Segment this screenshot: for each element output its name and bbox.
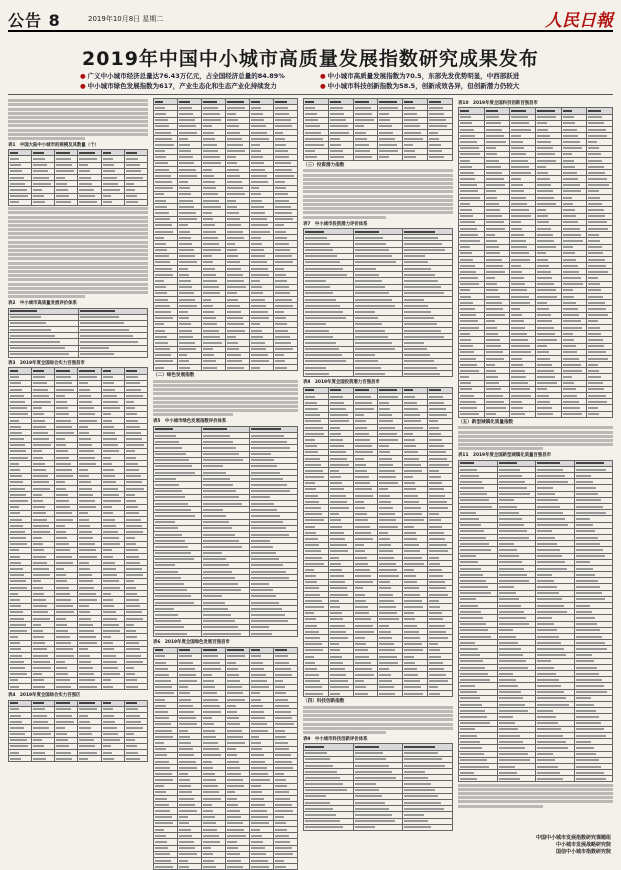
column-2	[153, 98, 298, 870]
illegible-text-line	[8, 266, 148, 269]
table-cell	[484, 411, 510, 417]
evaluation-system-table	[8, 308, 148, 359]
illegible-text-line	[8, 245, 148, 248]
table-cell	[101, 683, 124, 689]
illegible-text-line	[303, 186, 453, 189]
table-cell	[178, 365, 202, 371]
table-cell	[304, 691, 329, 697]
illegible-text-line	[303, 174, 453, 177]
table-cell	[32, 199, 55, 205]
table-cell	[378, 154, 403, 160]
illegible-text-line	[303, 731, 386, 734]
illegible-text-line	[303, 169, 453, 172]
illegible-text-line	[8, 257, 148, 260]
illegible-text-line	[303, 718, 453, 721]
table-row	[9, 683, 148, 689]
table-cell	[328, 691, 353, 697]
table-cell	[535, 411, 561, 417]
investment-top100-table	[303, 387, 453, 697]
illegible-text-line	[458, 788, 613, 791]
illegible-text-line	[153, 392, 298, 395]
table-caption: 表8 2019年度全国投资潜力百强县市	[303, 380, 380, 386]
illegible-text-line	[303, 207, 453, 210]
illegible-text-line	[8, 232, 148, 235]
table-caption: 表5 中小城市绿色发展指数评价体系	[153, 419, 227, 425]
illegible-text-line	[8, 207, 148, 210]
illegible-text-line	[303, 216, 386, 219]
illegible-text-line	[458, 800, 613, 803]
body-text	[303, 169, 453, 218]
table-cell	[561, 411, 587, 417]
illegible-text-line	[303, 706, 453, 709]
illegible-text-line	[458, 796, 613, 799]
tech-top100-table	[458, 107, 613, 417]
table-cell	[202, 365, 226, 371]
illegible-text-line	[303, 199, 453, 202]
masthead-logo: 人民日報	[545, 11, 613, 31]
urbanization-top100-table	[458, 460, 613, 783]
illegible-text-line	[303, 190, 453, 193]
table-cell	[353, 824, 403, 830]
table-cell	[154, 365, 178, 371]
illegible-text-line	[8, 137, 85, 140]
table-cell	[250, 365, 274, 371]
table-cell	[226, 365, 250, 371]
page-headline: 2019年中国中小城市高质量发展指数研究成果发布	[82, 48, 539, 70]
table-cell	[202, 630, 250, 636]
tech-system-table	[303, 743, 453, 831]
table-cell	[403, 154, 428, 160]
green-system-table	[153, 426, 298, 637]
illegible-text-line	[8, 216, 148, 219]
section-heading: （五）新型城镇化质量指数	[458, 419, 514, 425]
section-heading: （三）投资潜力指数	[303, 162, 345, 168]
green-top100-table	[153, 647, 298, 870]
illegible-text-line	[303, 727, 453, 730]
table-cell	[55, 199, 78, 205]
subheads-left	[80, 71, 285, 91]
table-cell	[9, 756, 32, 762]
table-cell	[459, 411, 485, 417]
illegible-text-line	[458, 784, 613, 787]
table-cell	[226, 864, 250, 870]
illegible-text-line	[8, 283, 148, 286]
illegible-text-line	[8, 220, 148, 223]
table-cell	[101, 756, 124, 762]
illegible-text-line	[458, 426, 613, 429]
table-cell	[250, 864, 274, 870]
publication-bar	[8, 8, 613, 32]
table-row	[9, 351, 148, 357]
table-row	[9, 199, 148, 205]
table-caption: 表1 中国大陆中小城市的规模及其数量（个）	[8, 142, 99, 148]
column-4	[458, 98, 613, 810]
illegible-text-line	[303, 182, 453, 185]
table-caption: 表9 中小城市科技创新评价体系	[303, 736, 368, 742]
subheads-right	[320, 71, 519, 91]
subhead: ● 广义中小城市经济总量达76.43万亿元，占全国经济总量的84.89%	[80, 71, 285, 81]
header-divider	[8, 94, 613, 95]
illegible-text-line	[8, 211, 148, 214]
top100-counties-table	[8, 367, 148, 690]
illegible-text-line	[8, 112, 148, 115]
table-cell	[403, 691, 428, 697]
table-cell	[328, 154, 353, 160]
illegible-text-line	[8, 274, 148, 277]
column-1	[8, 98, 148, 762]
body-text	[8, 99, 148, 140]
table-cell	[428, 691, 453, 697]
table-cell	[9, 199, 32, 205]
body-text	[153, 380, 298, 417]
illegible-text-line	[8, 116, 148, 119]
table-caption: 表11 2019年度全国新型城镇化质量百强县市	[458, 453, 551, 459]
illegible-text-line	[153, 409, 298, 412]
table-cell	[459, 776, 498, 782]
body-text	[458, 426, 613, 450]
section-heading: （二）绿色发展指数	[153, 373, 195, 379]
table-row	[154, 365, 298, 371]
illegible-text-line	[8, 249, 148, 252]
illegible-text-line	[8, 133, 148, 136]
section-heading: （四）科技创新指数	[303, 699, 345, 705]
table-cell	[202, 864, 226, 870]
column-3	[303, 98, 453, 831]
publisher-credits	[471, 835, 611, 856]
investment-system-table	[303, 228, 453, 378]
table-cell	[510, 411, 536, 417]
table-caption: 表10 2019年度全国科技创新百强县市	[458, 101, 538, 106]
table-cell	[497, 776, 536, 782]
illegible-text-line	[458, 443, 613, 446]
city-scale-table	[8, 149, 148, 206]
illegible-text-line	[458, 805, 543, 808]
table-cell	[536, 776, 575, 782]
table-cell	[78, 683, 101, 689]
table-cell	[353, 691, 378, 697]
table-cell	[154, 630, 202, 636]
illegible-text-line	[458, 439, 613, 442]
table-cell	[9, 351, 79, 357]
table-cell	[154, 864, 178, 870]
table-cell	[304, 154, 329, 160]
illegible-text-line	[153, 384, 298, 387]
table-row	[304, 691, 453, 697]
table-cell	[353, 154, 378, 160]
section-label: 公告 8	[8, 11, 61, 30]
table-cell	[55, 756, 78, 762]
illegible-text-line	[8, 278, 148, 281]
top100-districts-table-cont	[153, 98, 298, 371]
table-cell	[378, 691, 403, 697]
table-row	[9, 756, 148, 762]
subhead: ● 中小城市科技创新指数为58.5，创新成效各异，但创新潜力仍较大	[320, 81, 519, 91]
illegible-text-line	[8, 236, 148, 239]
illegible-text-line	[458, 435, 613, 438]
body-text	[458, 784, 613, 808]
table-cell	[9, 683, 32, 689]
table-row	[304, 824, 453, 830]
illegible-text-line	[8, 124, 148, 127]
illegible-text-line	[303, 211, 453, 214]
table-row	[459, 411, 613, 417]
issue-date: 2019年10月8日 星期二	[88, 15, 164, 23]
illegible-text-line	[458, 431, 613, 434]
illegible-text-line	[153, 405, 298, 408]
table-cell	[32, 756, 55, 762]
table-row	[459, 776, 613, 782]
table-cell	[353, 371, 403, 377]
illegible-text-line	[8, 295, 85, 298]
table-cell	[124, 683, 147, 689]
illegible-text-line	[303, 723, 453, 726]
table-cell	[304, 371, 354, 377]
illegible-text-line	[303, 178, 453, 181]
illegible-text-line	[458, 792, 613, 795]
table-cell	[78, 756, 101, 762]
illegible-text-line	[153, 388, 298, 391]
table-cell	[78, 199, 101, 205]
table-row	[154, 864, 298, 870]
illegible-text-line	[8, 287, 148, 290]
table-cell	[274, 864, 298, 870]
table-cell	[587, 411, 613, 417]
credit-line: 国信中小城市指数研究院	[555, 849, 611, 855]
table-cell	[32, 683, 55, 689]
illegible-text-line	[153, 397, 298, 400]
table-cell	[574, 776, 613, 782]
illegible-text-line	[153, 380, 298, 383]
table-caption: 表7 中小城市投资潜力评价体系	[303, 221, 368, 227]
table-caption: 表6 2019年度全国绿色发展百强县市	[153, 640, 230, 646]
top100-districts-table	[8, 700, 148, 763]
table-cell	[304, 824, 354, 830]
illegible-text-line	[8, 129, 148, 132]
table-caption: 表4 2019年度全国综合实力百强区	[8, 693, 81, 699]
table-cell	[101, 199, 124, 205]
illegible-text-line	[8, 241, 148, 244]
table-cell	[428, 154, 453, 160]
table-cell	[78, 351, 148, 357]
table-cell	[124, 199, 147, 205]
illegible-text-line	[303, 195, 453, 198]
table-cell	[250, 630, 298, 636]
illegible-text-line	[8, 99, 148, 102]
green-top100-table-cont	[303, 98, 453, 161]
table-cell	[124, 756, 147, 762]
illegible-text-line	[8, 262, 148, 265]
table-cell	[274, 365, 298, 371]
credit-line: 中国中小城市发展指数研究课题组	[535, 835, 611, 841]
illegible-text-line	[8, 291, 148, 294]
illegible-text-line	[153, 413, 233, 416]
illegible-text-line	[8, 228, 148, 231]
illegible-text-line	[8, 270, 148, 273]
illegible-text-line	[303, 710, 453, 713]
illegible-text-line	[8, 103, 148, 106]
table-cell	[403, 824, 453, 830]
credit-line: 中小城市发展战略研究院	[555, 842, 611, 848]
table-row	[154, 630, 298, 636]
illegible-text-line	[458, 447, 543, 450]
illegible-text-line	[303, 714, 453, 717]
illegible-text-line	[8, 108, 148, 111]
table-caption: 表3 2019年度全国综合实力百强县市	[8, 361, 85, 366]
table-cell	[55, 683, 78, 689]
illegible-text-line	[8, 253, 148, 256]
table-cell	[178, 864, 202, 870]
illegible-text-line	[8, 120, 148, 123]
table-cell	[403, 371, 453, 377]
table-row	[304, 154, 453, 160]
table-caption: 表2 中小城市高质量发展评价体系	[8, 301, 77, 307]
body-text	[8, 207, 148, 298]
table-row	[304, 371, 453, 377]
body-text	[303, 706, 453, 734]
subhead: ● 中小城市绿色发展指数为617，产业生态化和生态产业化持续发力	[80, 81, 285, 91]
illegible-text-line	[153, 401, 298, 404]
illegible-text-line	[303, 203, 453, 206]
subhead: ● 中小城市高质量发展指数为70.5，东部先发优势明显，中西部跃进	[320, 71, 519, 81]
illegible-text-line	[8, 224, 148, 227]
